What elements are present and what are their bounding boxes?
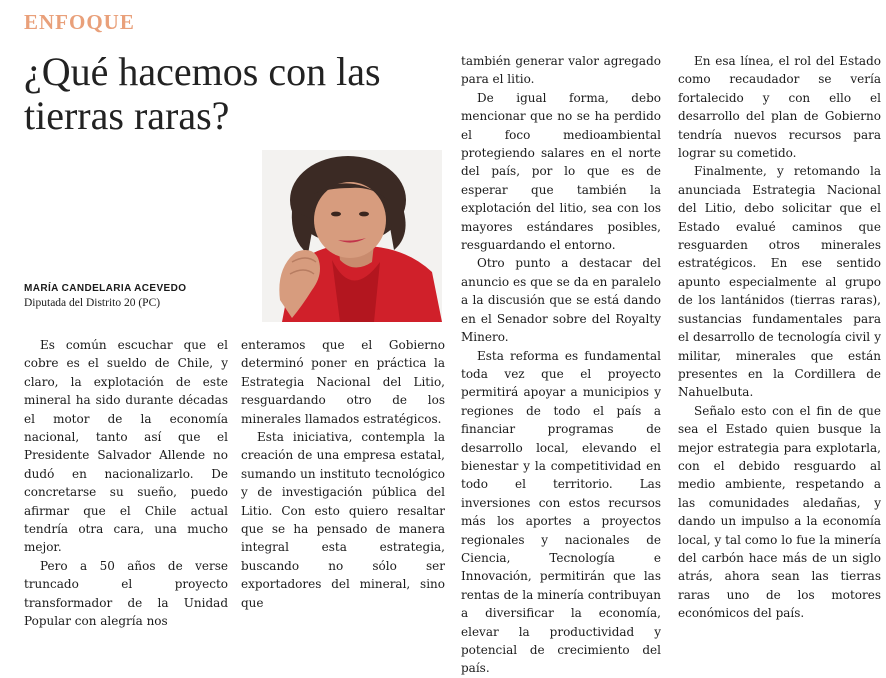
paragraph: Finalmente, y retomando la anunciada Estrategia Nacional del Litio, debo solicitar que el Estado evalué caminos que resguarden otros minerales estratégicos. En ese sentido apunto especialmente al grupo de los lantánidos (tierras raras), sustancias fundamentales para el desarrollo de tecnología civil y militar, minerales que están presentes en la Cordillera de Nahuelbuta.	[678, 164, 881, 400]
paragraph: también generar valor agregado para el litio.	[461, 54, 661, 87]
author-portrait-image	[262, 150, 442, 322]
paragraph: De igual forma, debo mencionar que no se ha perdido el foco medioambiental protegiendo salares en el norte del país, por lo que es de esperar que también la explotación del litio, sea con los mayores estándares posibles, resguardando el entorno.	[461, 90, 661, 253]
paragraph: Otro punto a destacar del anuncio es que se da en paralelo a la discusión que se está dando en el Senador sobre del Royalty Minero.	[461, 256, 661, 345]
body-column-3	[461, 52, 661, 678]
author-photo	[262, 150, 442, 322]
article-title: ¿Qué hacemos con las tierras raras?	[24, 49, 381, 138]
body-column-1	[24, 336, 228, 631]
paragraph: Es común escuchar que el cobre es el sueldo de Chile, y claro, la explotación de este mineral ha sido durante décadas el motor de la economía nacional, tanto así que el Presidente Salvador Allende no dudó en nacionalizarlo. De concretarse su sueño, puedo afirmar que el Chile actual tendría otra cara, una mucho mejor.	[24, 338, 228, 555]
paragraph: Esta iniciativa, contempla la creación de una empresa estatal, sumando un instituto tecnológico y de investigación pública del Litio. Con esto quiero resaltar que se ha pensado de manera integral esta estrategia, buscando no sólo ser exportadores del mineral, sino que	[241, 430, 445, 610]
author-name: MARÍA CANDELARIA ACEVEDO	[24, 283, 187, 294]
body-column-4	[678, 52, 881, 623]
author-role: Diputada del Distrito 20 (PC)	[24, 297, 161, 309]
paragraph: En esa línea, el rol del Estado como recaudador se vería fortalecido y con ello el desarrollo del plan de Gobierno tendría nuevos recursos para lograr su cometido.	[678, 54, 881, 161]
paragraph: Pero a 50 años de verse truncado el proyecto transformador de la Unidad Popular con alegría nos	[24, 558, 228, 629]
section-label: ENFOQUE	[24, 10, 135, 34]
paragraph: Esta reforma es fundamental toda vez que el proyecto permitirá apoyar a municipios y regiones de todo el país a financiar programas de desarrollo local, elevando el bienestar y la competitividad en todo el territorio. Las inversiones con estos recursos más los aportes a proyectos regionales y nacionales de Ciencia, Tecnología e Innovación, permitirán que las rentas de la minería contribuyan a diversificar la economía, elevar la productividad y potencial de crecimiento del país.	[461, 348, 661, 676]
body-column-2	[241, 336, 445, 612]
paragraph: Señalo esto con el fin de que sea el Estado quien busque la mejor estrategia para explotarla, con el debido resguardo al medio ambiente, respetando a las comunidades aledañas, y dando un impulso a la economía local, y tal como lo fue la minería del carbón hace más de un siglo atrás, ahora sean las tierras raras uno de los motores económicos del país.	[678, 403, 881, 621]
paragraph: enteramos que el Gobierno determinó poner en práctica la Estrategia Nacional del Litio, resguardando otro de los minerales llamados estratégicos.	[241, 338, 445, 426]
